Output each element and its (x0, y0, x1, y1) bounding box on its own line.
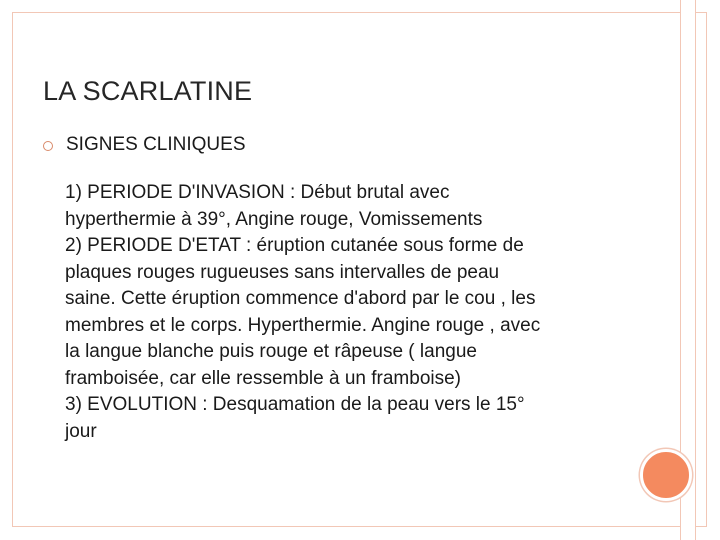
body-line: saine. Cette éruption commence d'abord par le cou , les (65, 288, 536, 309)
body-line: la langue blanche puis rouge et râpeuse ( langue (65, 341, 477, 362)
decorative-circle-icon (640, 449, 692, 501)
body-line: membres et le corps. Hyperthermie. Angine rouge , avec (65, 314, 541, 336)
body-line: jour (65, 420, 97, 442)
body-line: 1) PERIODE D'INVASION : Début brutal avec (65, 182, 450, 203)
body-line: hyperthermie à 39°, Angine rouge, Vomissements (65, 208, 483, 230)
body-line: 3) EVOLUTION : Desquamation de la peau vers le 15° (65, 394, 525, 415)
body-line: plaques rouges rugueuses sans intervalles de peau (65, 261, 500, 283)
body-line: 2) PERIODE D'ETAT : éruption cutanée sous forme de (65, 235, 524, 256)
bullet-item (43, 134, 246, 156)
bullet-circle-icon (43, 141, 53, 151)
slide-title: LA SCARLATINE (43, 76, 253, 106)
body-text (65, 180, 635, 445)
body-line: framboisée, car elle ressemble à un framboise) (65, 367, 462, 389)
section-heading: SIGNES CLINIQUES (66, 134, 246, 155)
